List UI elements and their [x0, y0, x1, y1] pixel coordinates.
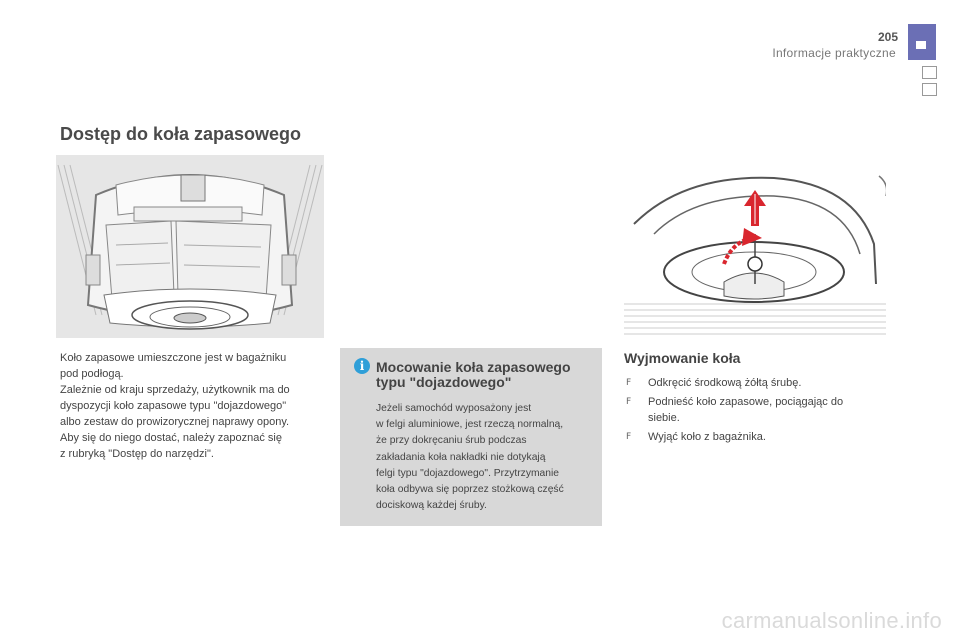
chapter-tab-empty	[922, 83, 937, 96]
tab-marker-icon	[916, 41, 926, 49]
list-item	[624, 429, 884, 445]
text-line: Koło zapasowe umieszczone jest w bagażniku	[60, 352, 287, 364]
trunk-illustration	[56, 155, 324, 338]
removal-steps	[624, 375, 884, 448]
info-icon: i	[354, 358, 370, 374]
chapter-tab-empty	[922, 66, 937, 79]
step-text: Podnieść koło zapasowe, pociągając do	[648, 396, 844, 408]
checkbox-bullet-icon: F	[626, 378, 632, 388]
text-line: w felgi aluminiowe, jest rzeczą normalną,	[376, 419, 564, 431]
text-line: dociskową każdej śruby.	[376, 500, 487, 512]
text-line: felgi typu "dojazdowego". Przytrzymanie	[376, 467, 560, 479]
text-line: albo zestaw do prowizorycznej naprawy opony.	[60, 416, 290, 428]
step-text: siebie.	[648, 412, 680, 424]
text-line: koła odbywa się poprzez stożkową część	[376, 484, 564, 496]
spare-wheel-illustration	[624, 164, 886, 340]
text-line: Zależnie od kraju sprzedaży, użytkownik ma do	[60, 384, 290, 396]
title-line: typu "dojazdowego"	[376, 374, 512, 390]
step-text: Odkręcić środkową żółtą śrubę.	[648, 377, 802, 389]
text-line: Aby się do niego dostać, należy zapoznać się	[60, 432, 282, 444]
removal-title: Wyjmowanie koła	[624, 350, 741, 366]
chapter-tab-active	[908, 24, 936, 60]
text-line: zakładania koła nakładki nie dotykają	[376, 451, 546, 463]
info-box	[340, 348, 602, 526]
checkbox-bullet-icon: F	[626, 397, 632, 407]
text-line: pod podłogą.	[60, 368, 124, 380]
page-title: Dostęp do koła zapasowego	[60, 124, 302, 144]
list-item	[624, 394, 884, 426]
watermark: carmanualsonline.info	[721, 608, 942, 633]
text-line: Jeżeli samochód wyposażony jest	[376, 403, 532, 414]
section-title: Informacje praktyczne	[772, 46, 896, 60]
checkbox-bullet-icon: F	[626, 432, 632, 442]
text-line: dyspozycji koło zapasowe typu "dojazdowego"	[60, 400, 287, 412]
title-line: Mocowanie koła zapasowego	[376, 359, 571, 375]
text-line: że przy dokręcaniu śrub podczas	[376, 435, 527, 447]
info-box-title	[376, 360, 596, 390]
intro-paragraph	[60, 350, 330, 462]
text-line: z rubryką "Dostęp do narzędzi".	[60, 448, 214, 460]
page-number: 205	[877, 30, 898, 44]
info-box-text	[376, 401, 596, 514]
list-item	[624, 375, 884, 391]
step-text: Wyjąć koło z bagażnika.	[648, 431, 766, 443]
